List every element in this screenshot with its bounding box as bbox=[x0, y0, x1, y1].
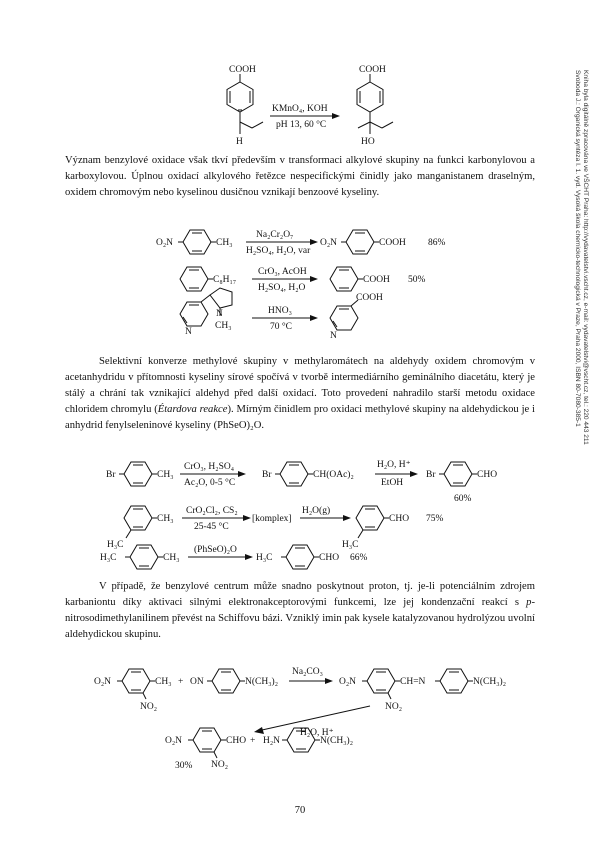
scheme4-nme2-1: N(CH₃)₂ bbox=[245, 677, 279, 687]
scheme2-r1-top: Na₂Cr₂O₇ bbox=[256, 230, 294, 240]
scheme1-cooh-left: COOH bbox=[229, 65, 256, 75]
scheme2-c8h17: C₈H₁₇ bbox=[213, 275, 237, 285]
para2-text-a: Selektivní konverze methylové skupiny v methylaromátech na aldehydy oxidem chromovým v acetanhydridu v přítomnosti kyseliny sírové spočívá v tvorbě intermediárního geminálního diacetátu, který je stálý a chrání tak vznikající aldehyd před další oxidací. Toto provedení nahradilo starší metodu oxidace chloridem chromylu ( bbox=[65, 356, 535, 415]
scheme3-cho-2: CHO bbox=[389, 514, 410, 524]
para3-text-a: V případě, že benzylové centrum může snadno poskytnout proton, tj. je-li potenciálním zdrojem karbaniontu díky aktivaci silnými elektronakceptorovými funkcemi, lze jej kondenzační reakcí s bbox=[65, 581, 535, 608]
scheme2-n-ch3: CH₃ bbox=[215, 321, 232, 331]
scheme4-cho: CHO bbox=[226, 736, 247, 746]
scheme4-no2-3: NO₂ bbox=[211, 760, 229, 770]
scheme3-h3c-5: H₃C bbox=[256, 553, 273, 563]
scheme3-top-4: H₂O(g) bbox=[302, 506, 331, 516]
scheme4-no2-2: NO₂ bbox=[385, 702, 403, 712]
scheme3-bottom-3: 25-45 °C bbox=[194, 522, 229, 532]
scheme3-h3c-2: H₃C bbox=[107, 540, 124, 550]
scheme3-yield-1: 60% bbox=[454, 494, 472, 504]
scheme2-cooh-3: COOH bbox=[356, 293, 383, 303]
scheme2-r3-bottom: 70 °C bbox=[270, 322, 293, 332]
scheme4-no2-1: NO₂ bbox=[140, 702, 158, 712]
scheme2-r3-top: HNO₃ bbox=[268, 306, 292, 316]
scheme2-r2-bottom: H₂SO₄, H₂O bbox=[258, 283, 306, 293]
scheme3-ch3-2: CH₃ bbox=[157, 514, 174, 524]
para2-etard: Étardova reakce bbox=[157, 404, 228, 415]
scheme3-top-1: CrO₃, H₂SO₄ bbox=[184, 462, 235, 472]
page-number: 70 bbox=[294, 805, 306, 816]
scheme4-plus-2: + bbox=[250, 736, 256, 746]
scheme2-r1-bottom: H₂SO₄, H₂O, var bbox=[246, 246, 311, 256]
para3-text-b: -nitrosodimethylanilinem převést na Schiffovu bázi. Vzniklý imin pak kysele katalyzovanou hydrolýzou uvolní aldehydickou skupinu. bbox=[65, 597, 535, 640]
para2-text-b: ). Mírným činidlem pro oxidaci methylové skupiny na aldehydickou je i anhydrid fenylseleninové kyseliny (PhSeO)₂O. bbox=[65, 404, 535, 431]
scheme2-yield-1: 86% bbox=[428, 238, 446, 248]
scheme4-ch3: CH₃ bbox=[155, 677, 172, 687]
scheme1-reagent-bottom: pH 13, 60 °C bbox=[276, 120, 327, 130]
side-citation-line1: Svoboda J.: Organická syntéza I. 1. vyd. Vysoká škola chemicko-technologická v Praze, Praha 2000, ISBN 80-7080-385-1 bbox=[574, 70, 581, 427]
paragraph-schiff-base bbox=[65, 579, 535, 643]
scheme3-yield-2: 75% bbox=[426, 514, 444, 524]
scheme-benzoic-acids bbox=[0, 222, 600, 344]
scheme2-o2n-right: O₂N bbox=[320, 238, 338, 248]
scheme4-nme2-2: N(CH₃)₂ bbox=[473, 677, 507, 687]
scheme1-reagent-top: KMnO₄, KOH bbox=[272, 104, 328, 114]
scheme3-top-2: H₂O, H⁺ bbox=[377, 460, 411, 470]
scheme4-reagent-1: Na₂CO₃ bbox=[292, 667, 323, 677]
scheme3-br-3: Br bbox=[426, 470, 436, 480]
scheme3-h3c-4: H₃C bbox=[100, 553, 117, 563]
scheme-schiff-hydrolysis bbox=[0, 660, 600, 775]
scheme3-yield-3: 66% bbox=[350, 553, 368, 563]
scheme2-product-n: N bbox=[330, 331, 337, 341]
scheme3-bottom-2: EtOH bbox=[381, 478, 404, 488]
side-citation-line2: Kniha byla digitálně zpracována ve VŠCHT Praha: http://vydavatelstvi.vscht.cz, e-mail: vydavatelstvi@vscht.cz, tel.: 220 443 211 bbox=[582, 70, 589, 445]
scheme4-h2n: H₂N bbox=[263, 736, 281, 746]
scheme2-cooh-1: COOH bbox=[379, 238, 406, 248]
scheme3-top-3: CrO₂Cl₂, CS₂ bbox=[186, 506, 238, 516]
scheme4-o2n-2: O₂N bbox=[339, 677, 357, 687]
paragraph-selective-conversion bbox=[65, 354, 535, 434]
scheme3-br-1: Br bbox=[106, 470, 116, 480]
scheme4-imine: CH=N bbox=[400, 677, 426, 687]
scheme3-diacetate: CH(OAc)₂ bbox=[313, 470, 354, 480]
scheme3-ch3-4: CH₃ bbox=[163, 553, 180, 563]
scheme2-pyrrolidine-n: N bbox=[216, 309, 223, 319]
scheme4-o2n-1: O₂N bbox=[94, 677, 112, 687]
scheme1-h-label: H bbox=[236, 137, 243, 147]
scheme3-ch3-1: CH₃ bbox=[157, 470, 174, 480]
scheme3-top-5: (PhSeO)₂O bbox=[194, 545, 237, 555]
scheme1-ho-label: HO bbox=[361, 137, 375, 147]
scheme-oxidation-chiral bbox=[0, 60, 600, 155]
scheme2-yield-2: 50% bbox=[408, 275, 426, 285]
scheme2-cooh-2: COOH bbox=[363, 275, 390, 285]
scheme4-plus-1: + bbox=[178, 677, 184, 687]
scheme2-pyridine-n: N bbox=[185, 327, 192, 337]
scheme3-h3c-3: H₃C bbox=[342, 540, 359, 550]
scheme4-o2n-3: O₂N bbox=[165, 736, 183, 746]
scheme4-reagent-2: H₂O, H⁺ bbox=[300, 728, 334, 738]
para3-para-prefix: p bbox=[526, 597, 532, 608]
scheme3-komplex: [komplex] bbox=[252, 514, 292, 524]
scheme4-nme2-3: N(CH₃)₂ bbox=[320, 736, 354, 746]
scheme2-r2-top: CrO₃, AcOH bbox=[258, 267, 307, 277]
paragraph-benzylic-oxidation: Význam benzylové oxidace však tkví především v transformaci alkylové skupiny na funkci karbonylovou a karboxylovou. Úplnou oxidací alkylového řetězce nespecifickými činidly jako manganistanem draselným, oxidem chromovým nebo kyselinou dusičnou vznikají benzoové kyseliny. bbox=[65, 155, 535, 198]
scheme3-cho-3: CHO bbox=[319, 553, 340, 563]
scheme2-ch3-left: CH₃ bbox=[216, 238, 233, 248]
scheme3-br-2: Br bbox=[262, 470, 272, 480]
scheme4-yield: 30% bbox=[175, 761, 193, 771]
scheme1-cooh-right: COOH bbox=[359, 65, 386, 75]
scheme3-cho-1: CHO bbox=[477, 470, 498, 480]
scheme4-on: ON bbox=[190, 677, 204, 687]
scheme2-o2n-left: O₂N bbox=[156, 238, 174, 248]
scheme3-bottom-1: Ac₂O, 0-5 °C bbox=[184, 478, 236, 488]
scheme-aldehyde-oxidation bbox=[0, 452, 600, 572]
